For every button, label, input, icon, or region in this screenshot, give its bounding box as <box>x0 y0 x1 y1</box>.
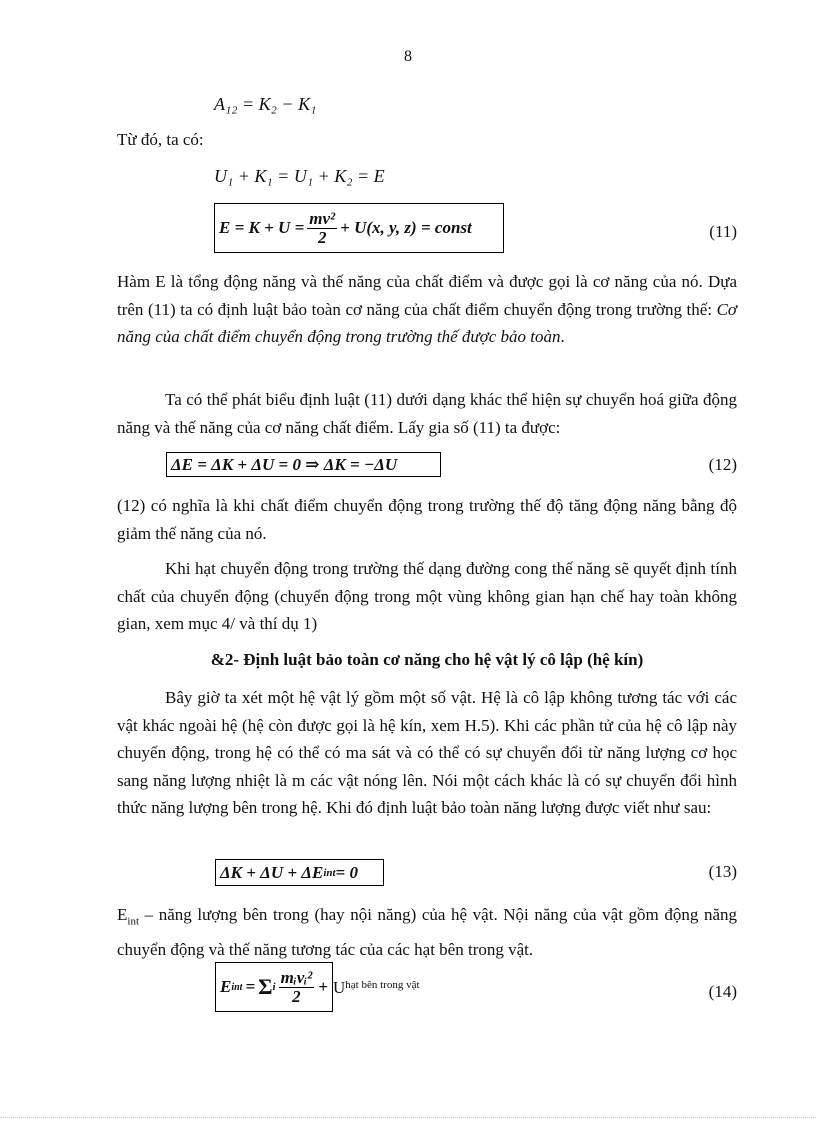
equation-13-number: (13) <box>708 862 737 881</box>
page-number: 8 <box>404 48 412 65</box>
para6-e: E <box>117 905 128 924</box>
page-bottom-divider <box>0 1117 816 1118</box>
text-from-that: Từ đó, ta có: <box>117 130 204 149</box>
eq14-lhs-subscript: int <box>231 981 243 993</box>
section-heading: &2- Định luật bảo toàn cơ năng cho hệ vật lý cô lập (hệ kín) <box>210 650 644 669</box>
equation-a12: A₁₂ = K₂ − K₁ <box>214 94 317 114</box>
paragraph-isolated-system: Bây giờ ta xét một hệ vật lý gồm một số vật. Hệ là cô lập không tương tác với các vật khác ngoài hệ (hệ còn được gọi là hệ kín, xem H.5). Khi các phần tử của hệ cô lập này chuyển động, trong hệ có thể có ma sát và có thể có sự chuyển đổi từ năng lượng cơ học sang năng lượng nhiệt là m các vật nóng lên. Nói một cách khác là có sự chuyển đổi hình thức năng lượng bên trong hệ. Khi đó định luật bảo toàn năng lượng được viết như sau: <box>117 688 737 817</box>
equation-12-number: (12) <box>708 455 737 474</box>
eq14-fraction <box>279 969 315 1006</box>
equation-energy-sum: U₁ + K₁ = U₁ + K₂ = E <box>214 166 385 186</box>
paragraph-internal-energy <box>117 901 737 963</box>
eq11-rhs: + U(x, y, z) = const <box>340 218 472 237</box>
eq14-denominator: 2 <box>292 986 301 1006</box>
para1-italic-law: Cơ năng của chất điểm chuyển động trong trường thế được bảo toàn <box>117 299 737 346</box>
equation-12-box: ΔE = ΔK + ΔU = 0 ⇒ ΔK = −ΔU <box>166 452 441 477</box>
paragraph-mechanical-energy <box>117 268 737 351</box>
eq14-lhs: E <box>220 977 232 996</box>
eq14-u-subscript: hạt bên trong vật <box>345 979 420 991</box>
equation-14-number: (14) <box>708 982 737 1001</box>
eq14-sigma: Σ <box>258 974 273 999</box>
eq13-text: ΔK + ΔU + ΔE <box>220 862 324 882</box>
eq13-tail: = 0 <box>335 862 358 882</box>
eq14-plus: + <box>318 977 328 996</box>
eq14-equals: = <box>245 977 256 996</box>
equation-13-box <box>215 859 384 886</box>
paragraph-potential-curve: Khi hạt chuyển động trong trường thế dạng đường cong thế năng sẽ quyết định tính chất của chuyển động (chuyển động trong một vùng không gian hạn chế hay toàn không gian, xem mục 4/ và thí dụ 1) <box>117 559 737 633</box>
eq14-sigma-subscript: i <box>272 981 276 993</box>
eq14-u: U <box>333 978 346 997</box>
equation-14-box <box>215 962 333 1012</box>
equation-11-box <box>214 203 504 253</box>
paragraph-meaning-12: (12) có nghĩa là khi chất điểm chuyển động trong trường thế độ tăng động năng bằng độ giảm thế năng của nó. <box>117 496 737 543</box>
para1-text: Hàm E là tổng động năng và thế năng của chất điểm và được gọi là cơ năng của nó. Dựa trên (11) ta có định luật bảo toàn cơ năng của chất điểm chuyển động trong trường thế: <box>117 272 737 319</box>
eq14-u-term <box>333 978 420 998</box>
eq14-numerator: mᵢvᵢ² <box>280 967 313 987</box>
eq11-numerator: mv² <box>309 208 336 228</box>
para1-period: . <box>560 327 565 346</box>
eq11-denominator: 2 <box>317 227 327 247</box>
equation-11-number: (11) <box>709 222 737 241</box>
eq11-fraction <box>307 210 337 247</box>
para6-subscript: int <box>127 915 140 928</box>
paragraph-alt-form: Ta có thể phát biểu định luật (11) dưới dạng khác thể hiện sự chuyển hoá giữa động năng và thế năng của cơ năng chất điểm. Lấy gia số (11) ta được: <box>117 390 737 437</box>
eq13-subscript: int <box>323 866 336 879</box>
eq11-lhs: E = K + U = <box>219 218 305 237</box>
para6-text: – năng lượng bên trong (hay nội năng) của hệ vật. Nội năng của vật gồm động năng chuyển động và thế năng tương tác của các hạt bên trong vật. <box>117 905 737 959</box>
